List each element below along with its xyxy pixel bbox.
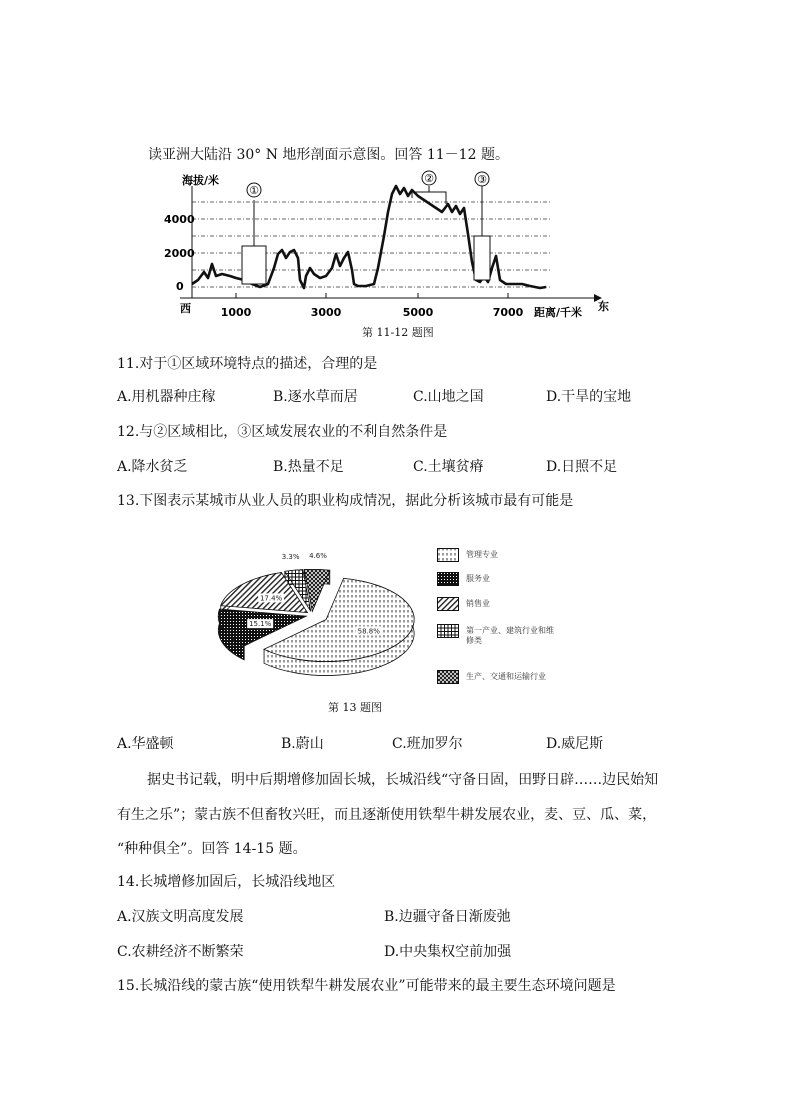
- q11-option-d: D.干旱的宝地: [546, 389, 632, 405]
- q14-option-d: D.中央集权空前加强: [384, 944, 512, 960]
- q13-option-b: B.蔚山: [281, 736, 324, 752]
- east-label: 东: [598, 300, 609, 313]
- pie-label-sales: 17.4%: [259, 594, 283, 603]
- legend-swatch-primary-construction: [437, 624, 459, 638]
- q11-stem: 11.对于①区域环境特点的描述，合理的是: [117, 356, 378, 372]
- q12-option-b: B.热量不足: [273, 459, 344, 475]
- marker-2-label: ②: [424, 172, 434, 185]
- q11-option-a: A.用机器种庄稼: [117, 389, 216, 405]
- y-tick-0: 0: [176, 280, 184, 293]
- marker-3: [474, 172, 490, 280]
- legend-swatch-management: [437, 548, 459, 562]
- terrain-profile-chart: [164, 172, 640, 322]
- legend-label-production-transport: 生产、交通和运输行业: [466, 672, 546, 681]
- passage-line-3: “种种俱全”。回答 14-15 题。: [117, 841, 307, 857]
- q14-option-b: B.边疆守备日渐废弛: [384, 909, 511, 925]
- pie-label-management: 58.8%: [357, 627, 380, 636]
- marker-1-label: ①: [249, 184, 259, 197]
- x-tick-5000: 5000: [402, 306, 434, 319]
- legend-label-service: 服务业: [466, 574, 490, 583]
- q12-stem: 12.与②区域相比，③区域发展农业的不利自然条件是: [117, 424, 448, 440]
- legend-label-management: 管理专业: [466, 550, 498, 559]
- q13-option-c: C.班加罗尔: [392, 736, 463, 752]
- pie-label-primary-construction: 3.3%: [281, 552, 300, 561]
- q14-option-a: A.汉族文明高度发展: [117, 909, 244, 925]
- pie-label-production-transport: 4.6%: [309, 551, 327, 560]
- legend-label-sales: 销售业: [466, 599, 490, 608]
- marker-3-label: ③: [477, 173, 487, 186]
- legend-label-primary-construction: 第一产业、建筑行业和维修类: [466, 626, 554, 645]
- q13-option-a: A.华盛顿: [117, 736, 174, 752]
- profile-caption: 第 11-12 题图: [362, 326, 434, 339]
- q12-option-c: C.土壤贫瘠: [413, 459, 484, 475]
- legend-swatch-sales: [437, 597, 459, 611]
- x-axis-label: 距离/千米: [534, 306, 583, 319]
- q14-option-c: C.农耕经济不断繁荣: [117, 944, 244, 960]
- intro-text: 读亚洲大陆沿 30° N 地形剖面示意图。回答 11－12 题。: [148, 147, 509, 163]
- west-label: 西: [180, 302, 191, 315]
- q13-option-d: D.威尼斯: [546, 736, 604, 752]
- y-axis-label: 海拔/米: [182, 174, 220, 187]
- pie-caption: 第 13 题图: [328, 701, 382, 714]
- q12-option-d: D.日照不足: [546, 459, 618, 475]
- legend-swatch-service: [437, 572, 459, 586]
- passage-line-1: 据史书记载，明中后期增修加固长城，长城沿线“守备日固，田野日辟……边民始知: [147, 772, 659, 788]
- q11-option-c: C.山地之国: [413, 389, 484, 405]
- x-tick-3000: 3000: [310, 306, 342, 319]
- q14-stem: 14.长城增修加固后，长城沿线地区: [117, 874, 336, 890]
- q13-stem: 13.下图表示某城市从业人员的职业构成情况，据此分析该城市最有可能是: [117, 493, 574, 509]
- passage-line-2: 有生之乐”；蒙古族不但畜牧兴旺，而且逐渐使用铁犁牛耕发展农业，麦、豆、瓜、菜，: [117, 807, 657, 823]
- legend-swatch-production-transport: [437, 670, 459, 684]
- occupation-pie-chart: [190, 545, 450, 685]
- y-tick-4000: 4000: [164, 213, 195, 226]
- x-tick-marks: [236, 293, 508, 298]
- q12-option-a: A.降水贫乏: [117, 459, 188, 475]
- marker-1: [242, 183, 266, 284]
- q11-option-b: B.逐水草而居: [273, 389, 358, 405]
- pie-label-service: 15.1%: [249, 620, 272, 629]
- y-tick-2000: 2000: [164, 247, 195, 260]
- x-tick-7000: 7000: [492, 306, 524, 319]
- x-tick-1000: 1000: [220, 306, 252, 319]
- q15-stem: 15.长城沿线的蒙古族“使用铁犁牛耕发展农业”可能带来的最主要生态环境问题是: [117, 978, 616, 994]
